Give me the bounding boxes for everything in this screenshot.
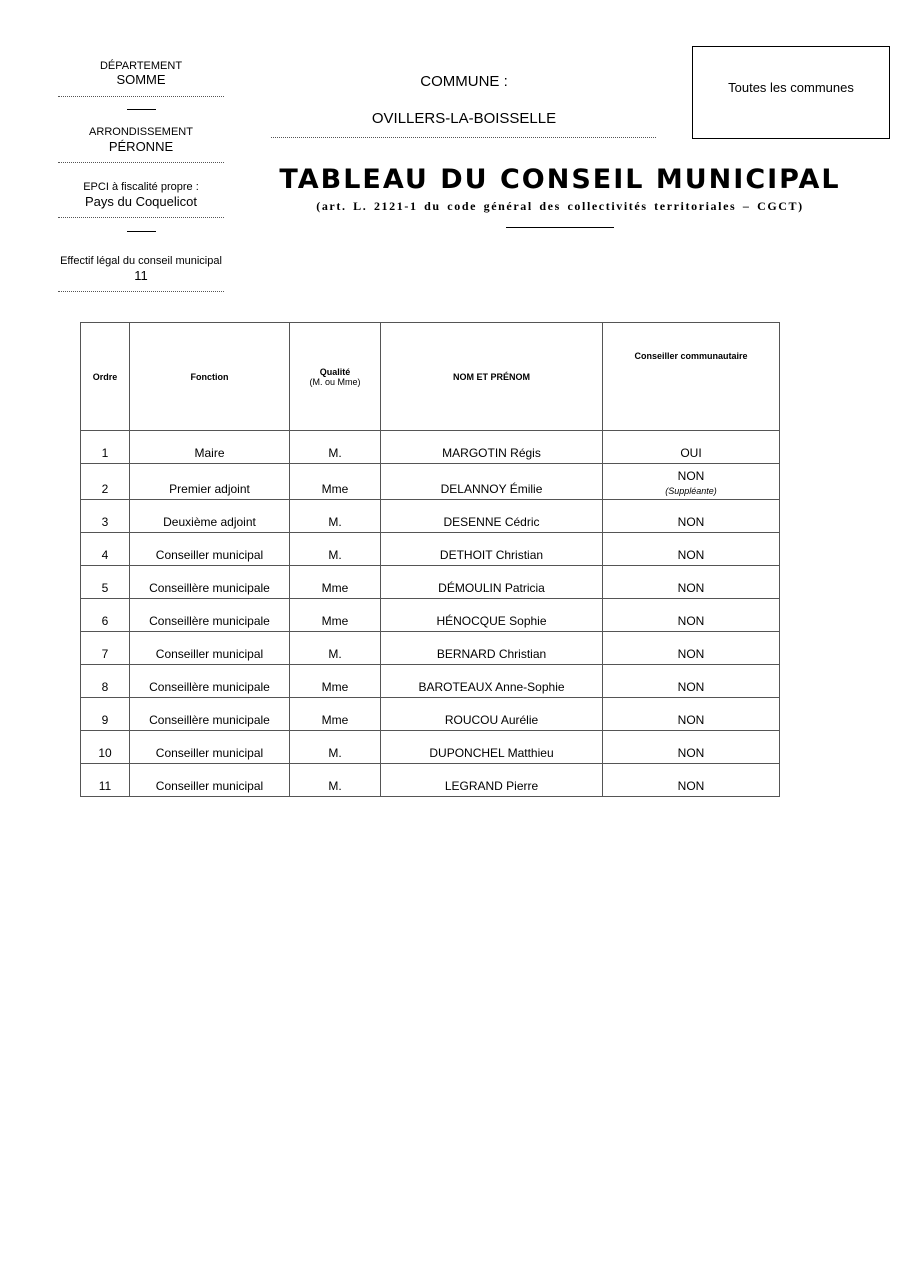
cell-ordre: 6 — [81, 599, 130, 632]
cell-fonction: Conseillère municipale — [130, 566, 290, 599]
council-table — [80, 322, 780, 797]
cell-qualite: M. — [290, 764, 381, 797]
divider — [127, 231, 156, 232]
cell-fonction: Conseiller municipal — [130, 764, 290, 797]
title-underline — [506, 227, 614, 228]
cell-ordre: 9 — [81, 698, 130, 731]
table-row — [81, 431, 780, 464]
cell-nom: ROUCOU Aurélie — [381, 698, 603, 731]
cell-cc — [603, 464, 780, 500]
divider — [271, 137, 656, 138]
table-row — [81, 599, 780, 632]
divider — [58, 291, 224, 292]
cell-cc: OUI — [603, 431, 780, 464]
cell-fonction: Conseillère municipale — [130, 665, 290, 698]
table-row — [81, 665, 780, 698]
cell-nom: DUPONCHEL Matthieu — [381, 731, 603, 764]
cell-ordre: 11 — [81, 764, 130, 797]
departement-value: SOMME — [116, 72, 166, 87]
communes-box — [692, 46, 890, 139]
cell-ordre: 7 — [81, 632, 130, 665]
cell-qualite: M. — [290, 731, 381, 764]
cell-nom: BERNARD Christian — [381, 632, 603, 665]
header-nom: NOM ET PRÉNOM — [381, 323, 603, 431]
cell-fonction: Deuxième adjoint — [130, 500, 290, 533]
cell-cc-note: (Suppléante) — [665, 486, 717, 496]
cell-qualite: Mme — [290, 665, 381, 698]
table-row — [81, 500, 780, 533]
cell-qualite: M. — [290, 632, 381, 665]
cell-ordre: 2 — [81, 464, 130, 500]
cell-cc: NON — [603, 566, 780, 599]
epci-label: EPCI à fiscalité propre : — [83, 181, 199, 193]
table-header-row — [81, 323, 780, 431]
cell-cc: NON — [603, 599, 780, 632]
cell-nom: DÉMOULIN Patricia — [381, 566, 603, 599]
cell-ordre: 10 — [81, 731, 130, 764]
cell-nom: BAROTEAUX Anne-Sophie — [381, 665, 603, 698]
cell-cc: NON — [603, 500, 780, 533]
header-qualite — [290, 323, 381, 431]
cell-qualite: M. — [290, 500, 381, 533]
cell-fonction: Conseillère municipale — [130, 698, 290, 731]
cell-ordre: 5 — [81, 566, 130, 599]
page-subtitle: (art. L. 2121-1 du code général des collectivités territoriales – CGCT) — [316, 199, 804, 213]
header-qualite-sub: (M. ou Mme) — [309, 376, 361, 387]
cell-nom: LEGRAND Pierre — [381, 764, 603, 797]
commune-value: OVILLERS-LA-BOISSELLE — [371, 110, 557, 127]
communes-box-text: Toutes les communes — [728, 80, 854, 95]
divider — [58, 162, 224, 163]
table-row — [81, 698, 780, 731]
cell-cc: NON — [603, 698, 780, 731]
cell-nom: DESENNE Cédric — [381, 500, 603, 533]
commune-label: COMMUNE : — [420, 73, 508, 90]
cell-cc: NON — [603, 632, 780, 665]
epci-value: Pays du Coquelicot — [84, 194, 197, 209]
cell-fonction: Conseiller municipal — [130, 731, 290, 764]
cell-nom: HÉNOCQUE Sophie — [381, 599, 603, 632]
header-ordre: Ordre — [81, 323, 130, 431]
divider — [127, 109, 156, 110]
cell-cc: NON — [603, 665, 780, 698]
arrondissement-value: PÉRONNE — [108, 139, 174, 154]
cell-fonction: Premier adjoint — [130, 464, 290, 500]
cell-fonction: Conseiller municipal — [130, 632, 290, 665]
cell-cc: NON — [603, 731, 780, 764]
table-row — [81, 632, 780, 665]
cell-nom: DELANNOY Émilie — [381, 464, 603, 500]
table-row — [81, 731, 780, 764]
cell-ordre: 8 — [81, 665, 130, 698]
header-qualite-label: Qualité — [319, 366, 351, 377]
cell-cc-value: NON — [677, 469, 705, 483]
cell-qualite: Mme — [290, 698, 381, 731]
table-row — [81, 533, 780, 566]
effectif-value: 11 — [134, 268, 148, 283]
header-fonction: Fonction — [130, 323, 290, 431]
cell-ordre: 1 — [81, 431, 130, 464]
cell-fonction: Maire — [130, 431, 290, 464]
cell-ordre: 4 — [81, 533, 130, 566]
table-row — [81, 764, 780, 797]
divider — [58, 217, 224, 218]
arrondissement-label: ARRONDISSEMENT — [89, 126, 193, 138]
cell-cc: NON — [603, 533, 780, 566]
cell-nom: DETHOIT Christian — [381, 533, 603, 566]
cell-qualite: M. — [290, 533, 381, 566]
divider — [58, 96, 224, 97]
page-title: TABLEAU DU CONSEIL MUNICIPAL — [279, 164, 841, 195]
cell-qualite: Mme — [290, 464, 381, 500]
departement-label: DÉPARTEMENT — [99, 60, 183, 72]
cell-qualite: M. — [290, 431, 381, 464]
cell-qualite: Mme — [290, 599, 381, 632]
table-row — [81, 566, 780, 599]
cell-qualite: Mme — [290, 566, 381, 599]
cell-fonction: Conseiller municipal — [130, 533, 290, 566]
cell-nom: MARGOTIN Régis — [381, 431, 603, 464]
cell-ordre: 3 — [81, 500, 130, 533]
effectif-label: Effectif légal du conseil municipal — [60, 255, 222, 267]
table-row — [81, 464, 780, 500]
cell-cc: NON — [603, 764, 780, 797]
header-conseiller: Conseiller communautaire — [603, 323, 780, 431]
cell-fonction: Conseillère municipale — [130, 599, 290, 632]
